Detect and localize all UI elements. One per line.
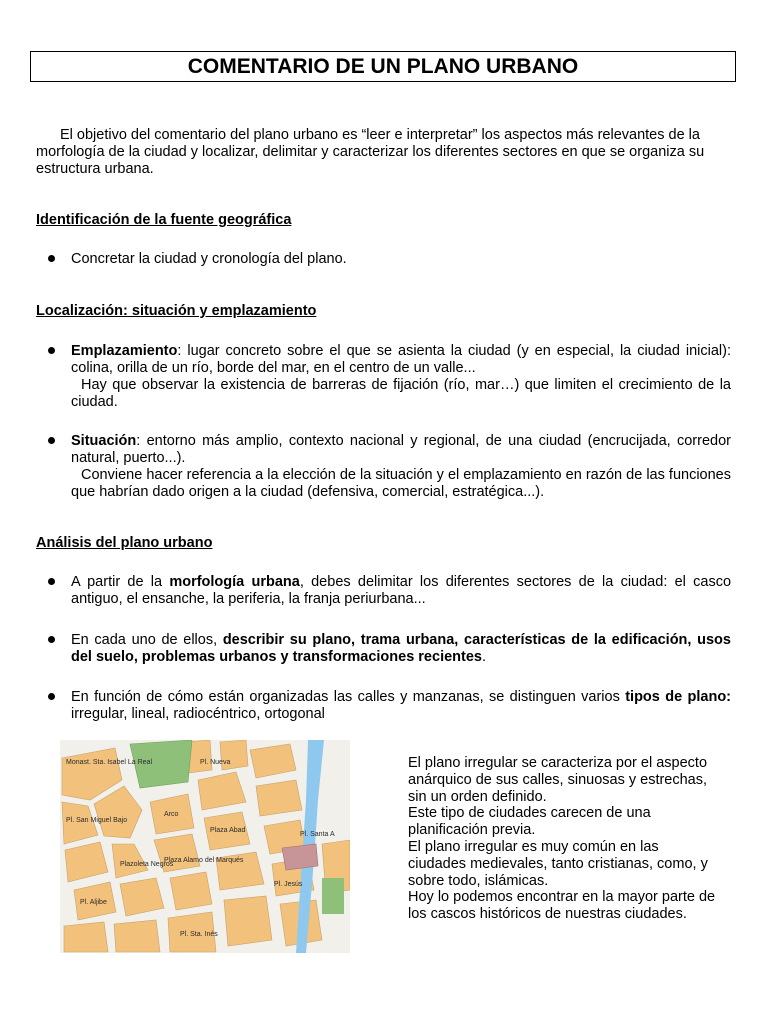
bullet-icon (48, 693, 55, 700)
text: , debes delimitar los diferentes sectores de la ciudad: el casco antiguo, el ensanche, la periferia, la franja periurbana... (71, 574, 732, 607)
list-item-tipos (71, 689, 731, 723)
bullet-icon (48, 437, 55, 444)
section-heading-fuente: Identificación de la fuente geográfica (36, 212, 292, 228)
text: En función de cómo están organizadas las calles y manzanas, se distinguen varios (71, 689, 626, 705)
text: . (481, 649, 487, 665)
caption-line: Este tipo de ciudades carecen de una planificación previa. (408, 805, 651, 839)
map-label: Pl. Santa A (300, 831, 335, 838)
map-label: Pl. Jesús (274, 881, 303, 888)
term-situacion: Situación (71, 433, 137, 449)
bullet-icon (48, 347, 55, 354)
map-label: Pl. San Miguel Bajo (66, 817, 128, 824)
map-label: Plaza Alamo del Marqués (164, 857, 244, 864)
map-label: Monast. Sta. Isabel La Real (66, 759, 152, 766)
map-label: Arco (164, 811, 179, 818)
list-item-morfologia (71, 574, 731, 608)
caption-line: Hoy lo podemos encontrar en la mayor parte de los cascos históricos de nuestras ciudades. (408, 889, 716, 923)
intro-paragraph: El objetivo del comentario del plano urbano es “leer e interpretar” los aspectos más relevantes de la morfología de la ciudad y localizar, delimitar y caracterizar los diferentes sectores en que se organiza su estructura urbana. (36, 127, 705, 177)
bold-text: describir su plano, trama urbana, características de la edificación, usos del suelo, problemas urbanos y transformaciones recientes (71, 632, 731, 665)
bold-text: tipos de plano: (625, 689, 732, 705)
section-heading-localizacion: Localización: situación y emplazamiento (36, 303, 317, 319)
irregular-plan-map (60, 740, 350, 953)
map-label: Pl. Nueva (200, 759, 231, 766)
definition-emplazamiento: : lugar concreto sobre el que se asienta la ciudad (y en especial, la ciudad inicial): colina, orilla de un río, borde del mar, en el centro de un valle... (71, 343, 731, 376)
list-item-situacion (71, 433, 731, 501)
section-heading-analisis: Análisis del plano urbano (36, 535, 213, 551)
bold-text: morfología urbana (169, 574, 300, 590)
bullet-icon (48, 255, 55, 262)
map-label: Plaza Abad (210, 827, 246, 834)
caption-line: El plano irregular se caracteriza por el aspecto anárquico de sus calles, sinuosas y estrechas, sin un orden definido. (408, 755, 708, 805)
definition-situacion: : entorno más amplio, contexto nacional y regional, de una ciudad (encrucijada, corredor natural, puerto...). (71, 433, 731, 466)
bullet-icon (48, 636, 55, 643)
map-label: Pl. Sta. Inés (180, 931, 218, 938)
bullet-icon (48, 578, 55, 585)
note-situacion: Conviene hacer referencia a la elección de la situación y el emplazamiento en razón de las funciones que habrían dado origen a la ciudad (defensiva, comercial, estratégica...). (71, 467, 731, 500)
list-item-emplazamiento (71, 343, 731, 411)
list-item-describir (71, 632, 731, 666)
garden-area (322, 878, 344, 914)
list-item: Concretar la ciudad y cronología del plano. (71, 251, 347, 267)
text: A partir de la (71, 574, 170, 590)
map-label: Pl. Aljibe (80, 899, 107, 906)
note-emplazamiento: Hay que observar la existencia de barreras de fijación (río, mar…) que limiten el crecimiento de la ciudad. (71, 377, 731, 410)
caption-line: El plano irregular es muy común en las ciudades medievales, tanto cristianas, como, y sobre todo, islámicas. (408, 838, 708, 889)
map-caption (408, 755, 718, 923)
text: En cada uno de ellos, (71, 632, 223, 648)
term-emplazamiento: Emplazamiento (71, 343, 178, 359)
page-title: COMENTARIO DE UN PLANO URBANO (30, 51, 736, 82)
map-label: Plazoleta Negros (120, 861, 174, 868)
highlighted-block (282, 844, 318, 870)
text: irregular, lineal, radiocéntrico, ortogonal (71, 706, 325, 722)
